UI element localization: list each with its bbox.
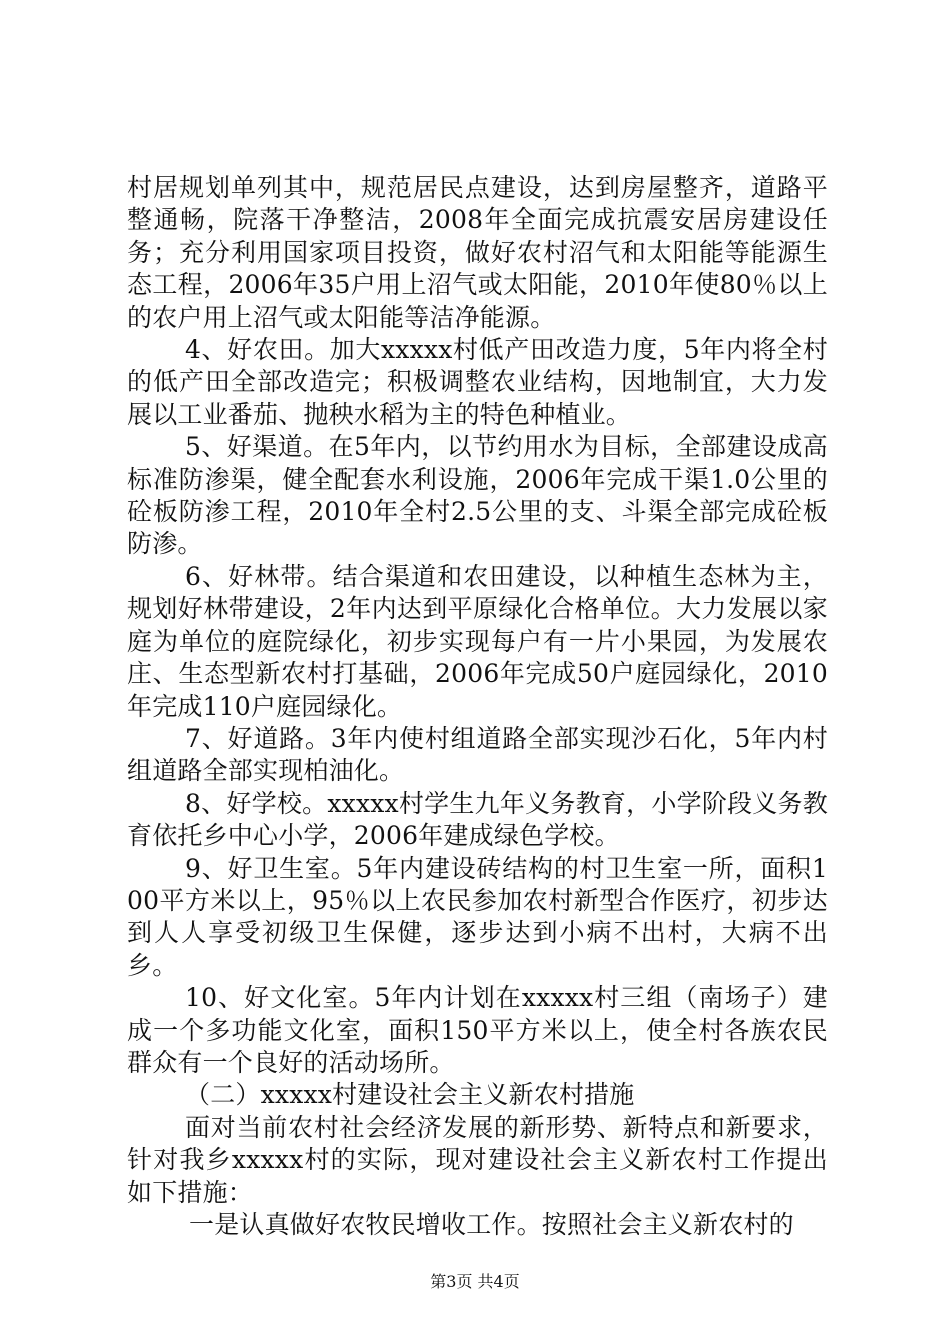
paragraph-item-8-school: 8、好学校。xxxxx村学生九年义务教育，小学阶段义务教育依托乡中心小学，2006年建成绿色学校。 bbox=[127, 788, 828, 851]
page-footer: 第3页 共4页 bbox=[430, 1272, 520, 1291]
document-body bbox=[127, 172, 828, 1241]
paragraph-item-7-roads: 7、好道路。3年内使村组道路全部实现沙石化，5年内村组道路全部实现柏油化。 bbox=[127, 723, 828, 786]
paragraph-item-5-canals: 5、好渠道。在5年内，以节约用水为目标，全部建设成高标准防渗渠，健全配套水利设施，2006年完成干渠1.0公里的砼板防渗工程，2010年全村2.5公里的支、斗渠全部完成砼板防渗。 bbox=[127, 432, 828, 559]
paragraph-housing-energy: 村居规划单列其中，规范居民点建设，达到房屋整齐，道路平整通畅，院落干净整洁，2008年全面完成抗震安居房建设任务；充分利用国家项目投资，做好农村沼气和太阳能等能源生态工程，2006年35户用上沼气或太阳能，2010年使80％以上的农户用上沼气或太阳能等洁净能源。 bbox=[127, 173, 828, 332]
paragraph-measure-1: 一是认真做好农牧民增收工作。按照社会主义新农村的 bbox=[189, 1210, 794, 1239]
section-heading-measures: （二）xxxxx村建设社会主义新农村措施 bbox=[185, 1080, 635, 1110]
paragraph-item-10-culture-room: 10、好文化室。5年内计划在xxxxx村三组（南场子）建成一个多功能文化室，面积150平方米以上，使全村各族农民群众有一个良好的活动场所。 bbox=[127, 983, 828, 1077]
paragraph-item-4-farmland: 4、好农田。加大xxxxx村低产田改造力度，5年内将全村的低产田全部改造完；积极调整农业结构，因地制宜，大力发展以工业番茄、抛秧水稻为主的特色种植业。 bbox=[127, 335, 828, 429]
paragraph-item-6-forest-belts: 6、好林带。结合渠道和农田建设，以种植生态林为主，规划好林带建设，2年内达到平原绿化合格单位。大力发展以家庭为单位的庭院绿化，初步实现每户有一片小果园，为发展农庄、生态型新农村打基础，2006年完成50户庭园绿化，2010年完成110户庭园绿化。 bbox=[127, 561, 828, 721]
paragraph-item-9-clinic: 9、好卫生室。5年内建设砖结构的村卫生室一所，面积100平方米以上，95％以上农民参加农村新型合作医疗，初步达到人人享受初级卫生保健，逐步达到小病不出村，大病不出乡。 bbox=[127, 853, 828, 980]
paragraph-measures-intro: 面对当前农村社会经济发展的新形势、新特点和新要求，针对我乡xxxxx村的实际，现对建设社会主义新农村工作提出如下措施： bbox=[127, 1112, 828, 1207]
